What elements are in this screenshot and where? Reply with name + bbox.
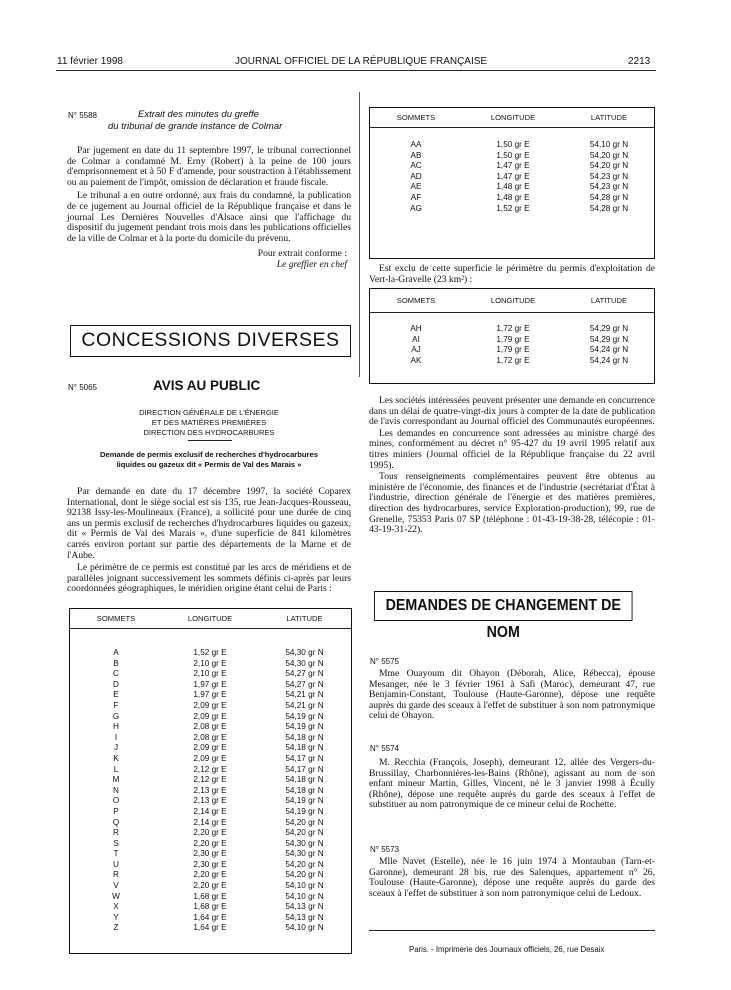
- table-row: [69, 839, 352, 850]
- sommet-cell: AE: [410, 182, 422, 192]
- longitude-cell: 1,47 gr E: [496, 161, 530, 171]
- latitude-cell: 54,13 gr N: [285, 912, 324, 922]
- sommet-cell: Q: [112, 817, 120, 827]
- latitude-cell: 54,10 gr N: [285, 891, 324, 901]
- table-row: [369, 161, 655, 172]
- header-title: JOURNAL OFFICIEL DE LA RÉPUBLIQUE FRANÇAISE: [235, 56, 488, 67]
- longitude-cell: 1,97 gr E: [193, 679, 227, 689]
- table-row: [369, 356, 655, 367]
- latitude-cell: 54,29 gr N: [589, 334, 629, 344]
- latitude-cell: 54,17 gr N: [285, 764, 324, 774]
- table-row: [369, 324, 655, 335]
- latitude-cell: 54,18 gr N: [285, 743, 324, 753]
- sommet-cell: A: [113, 648, 119, 657]
- latitude-cell: 54,18 gr N: [285, 732, 324, 742]
- table-row: [69, 754, 352, 765]
- header-rule: [56, 70, 656, 71]
- column-header-latitude: LATITUDE: [563, 107, 655, 128]
- sommet-cell: W: [112, 891, 120, 901]
- sommet-cell: G: [112, 711, 120, 721]
- longitude-cell: 2,30 gr E: [193, 849, 227, 859]
- table-row: [69, 659, 352, 670]
- longitude-cell: 2,08 gr E: [193, 722, 227, 732]
- sommet-cell: AD: [410, 171, 422, 181]
- table-row: [69, 796, 352, 807]
- sommet-cell: H: [113, 722, 119, 732]
- longitude-cell: 1,50 gr E: [496, 140, 530, 149]
- longitude-cell: 2,08 gr E: [193, 732, 227, 742]
- longitude-cell: 1,50 gr E: [496, 150, 530, 160]
- latitude-cell: 54,28 gr N: [589, 203, 629, 213]
- latitude-cell: 54,17 gr N: [285, 753, 324, 763]
- latitude-cell: 54,13 gr N: [285, 902, 324, 912]
- table-row: [69, 818, 352, 829]
- subject-line-2: liquides ou gazeux dit « Permis de Val des Marais »: [116, 460, 302, 469]
- table-row: [69, 648, 352, 659]
- latitude-cell: 54,20 gr N: [285, 859, 324, 869]
- table-row: [69, 828, 352, 839]
- column-header-sommets: SOMMETS: [369, 107, 463, 128]
- latitude-cell: 54,30 gr N: [285, 658, 324, 668]
- sommet-cell: I: [114, 732, 118, 742]
- org-line-2: ET DES MATIÈRES PREMIÈRES: [151, 417, 267, 427]
- notice-5574-text: M. Recchia (François, Joseph), demeurant 12, allée des Vergers-du-Brussillay, Charbonnières-les-Bains (Rhône), agissant au nom de son enfant mineur Martin, Gilles, Vincent, né le 3 janvier 1998 à Écully (Rhône), dépose une requête auprès du garde des sceaux à l'effet de substituer au nom patronymique de ce mineur celui de Rochette.: [369, 757, 655, 811]
- longitude-cell: 2,14 gr E: [193, 817, 227, 827]
- longitude-cell: 1,64 gr E: [193, 912, 227, 922]
- latitude-cell: 54,29 gr N: [589, 324, 629, 333]
- longitude-cell: 2,13 gr E: [193, 785, 227, 795]
- table-row: [69, 680, 352, 691]
- table-row: [369, 193, 655, 204]
- table-row: [369, 335, 655, 346]
- sommet-cell: U: [113, 859, 119, 869]
- table-row: [369, 172, 655, 183]
- table-row: [69, 765, 352, 776]
- mid-right-coordinates-table: [369, 288, 655, 366]
- header-date: 11 février 1998: [57, 56, 123, 67]
- section-concessions-diverses: CONCESSIONS DIVERSES: [70, 325, 351, 357]
- sommet-cell: AF: [410, 192, 422, 202]
- table-row: [69, 870, 352, 881]
- notice-5575-text: Mme Ouayoum dit Ohayon (Déborah, Alice, Rébecca), épouse Mesanger, née le 3 février 1961 à Safi (Maroc), demeurant 47, rue Benjamin-Constant, Toulouse (Haute-Garonne), dépose une requête auprès du garde des sceaux à l'effet de substituer à son nom patronymique celui de Ohayon.: [369, 668, 655, 722]
- table-row: [369, 140, 655, 151]
- main-coordinates-table: [69, 608, 352, 934]
- column-header-latitude: LATITUDE: [563, 288, 655, 313]
- latitude-cell: 54,10 gr N: [589, 140, 629, 149]
- longitude-cell: 1,48 gr E: [496, 192, 530, 202]
- latitude-cell: 54,27 gr N: [285, 669, 324, 679]
- sommet-cell: X: [113, 902, 119, 912]
- notice-5588-paragraph-1: Par jugement en date du 11 septembre 1997, le tribunal correctionnel de Colmar a condamné M. Erny (Robert) à la peine de 100 jours d'emprisonnement et à 50 F d'amende, pour soustraction à l'établissement ou au paiement de l'impôt, omission de déclaration et fraude fiscale.: [67, 145, 351, 188]
- notice-5588-sign-1: Pour extrait conforme :: [257, 248, 347, 260]
- latitude-cell: 54,21 gr N: [285, 690, 324, 700]
- longitude-cell: 2,20 gr E: [193, 828, 227, 838]
- table-row: [69, 807, 352, 818]
- longitude-cell: 2,13 gr E: [193, 796, 227, 806]
- table-row: [69, 902, 352, 913]
- right-paragraph-2: Les demandes en concurrence sont adressées au ministre chargé des mines, conformément au décret n° 95-427 du 19 avril 1995 relatif aux titres miniers (Journal officiel de la République française du 22 avril 1995).: [369, 427, 655, 471]
- latitude-cell: 54,19 gr N: [285, 711, 324, 721]
- notice-5065-number: N° 5065: [68, 383, 97, 392]
- longitude-cell: 1,48 gr E: [496, 182, 530, 192]
- latitude-cell: 54,10 gr N: [285, 923, 324, 933]
- sommet-cell: B: [113, 658, 119, 668]
- notice-5574-number: N° 5574: [370, 744, 399, 753]
- notice-5588-paragraph-2: Le tribunal a en outre ordonné, aux frais du condamné, la publication de ce jugement au Journal officiel de la République française et dans le journal Les Dernières Nouvelles d'Alsace ainsi que l'affichage du dispositif du jugement pendant trois mois dans les publications officielles de la ville de Colmar et à la porte du domicile du prévenu.: [67, 190, 351, 244]
- sommet-cell: Z: [113, 923, 119, 933]
- notice-5065-paragraph-1: Par demande en date du 17 décembre 1997, la société Coparex International, dont le siège social est sis 135, rue Jean-Jacques-Rousseau, 92138 Issy-les-Moulineaux (France), a sollicité pour une durée de cinq ans un permis exclusif de recherches d'hydrocarbures liquides ou gazeux, dit « Permis de Val des Marais », d'une superficie de 841 kilomètres carrés environ portant sur partie des départements de la Marne et de l'Aube.: [67, 486, 351, 561]
- sommet-cell: AB: [410, 150, 422, 160]
- notice-5573-number: N° 5573: [370, 845, 399, 854]
- longitude-cell: 2,09 gr E: [193, 753, 227, 763]
- notice-5065-paragraph-2: Le périmètre de ce permis est constitué par les arcs de méridiens et de parallèles joignant successivement les sommets définis ci-après par leurs coordonnées géographiques, le méridien origine étant celui de Paris :: [67, 562, 351, 595]
- latitude-cell: 54,30 gr N: [285, 648, 324, 657]
- table-row: [69, 712, 352, 723]
- longitude-cell: 1,68 gr E: [193, 902, 227, 912]
- table-row: [369, 345, 655, 356]
- latitude-cell: 54,19 gr N: [285, 722, 324, 732]
- top-right-coordinates-table: [369, 107, 655, 214]
- longitude-cell: 1,68 gr E: [193, 891, 227, 901]
- latitude-cell: 54,30 gr N: [285, 849, 324, 859]
- longitude-cell: 2,12 gr E: [193, 764, 227, 774]
- sommet-cell: AK: [410, 355, 422, 365]
- sommet-cell: P: [113, 806, 119, 816]
- latitude-cell: 54,20 gr N: [285, 870, 324, 880]
- right-paragraph-1: Les sociétés intéressées peuvent présenter une demande en concurrence dans un délai de quatre-vingt-dix jours à compter de la date de publication de l'avis correspondant au Journal officiel des Communautés européennes.: [369, 395, 655, 428]
- latitude-cell: 54,19 gr N: [285, 806, 324, 816]
- latitude-cell: 54,23 gr N: [589, 171, 629, 181]
- table-row: [69, 733, 352, 744]
- longitude-cell: 2,20 gr E: [193, 881, 227, 891]
- longitude-cell: 1,97 gr E: [193, 690, 227, 700]
- excluded-perimeter-text: Est exclu de cette superficie le périmètre du permis d'exploitation de Vert-la-Gravelle (23 km²) :: [369, 263, 655, 285]
- column-header-sommets: SOMMETS: [369, 288, 463, 313]
- latitude-cell: 54,30 gr N: [285, 838, 324, 848]
- header-page: 2213: [628, 56, 651, 67]
- latitude-cell: 54,27 gr N: [285, 679, 324, 689]
- longitude-cell: 2,14 gr E: [193, 806, 227, 816]
- latitude-cell: 54,18 gr N: [285, 785, 324, 795]
- sommet-cell: J: [113, 743, 119, 753]
- column-header-latitude: LATITUDE: [257, 608, 352, 629]
- right-paragraph-3: Tous renseignements complémentaires peuvent être obtenus au ministère de l'économie, des finances et de l'industrie (secrétariat d'État à l'industrie, direction générale de l'énergie et des matières premières, direction des hydrocarbures, service Exploration-production), 99, rue de Grenelle, 75353 Paris 07 SP (téléphone : 01-43-19-38-28, télécopie : 01-43-19-31-22).: [369, 471, 655, 536]
- latitude-cell: 54,10 gr N: [285, 881, 324, 891]
- notice-5575-number: N° 5575: [370, 657, 399, 666]
- longitude-cell: 1,72 gr E: [496, 324, 530, 333]
- sommet-cell: N: [113, 785, 119, 795]
- latitude-cell: 54,20 gr N: [285, 828, 324, 838]
- footer-printer: Paris. - Imprimerie des Journaux officiels, 26, rue Desaix: [409, 945, 605, 954]
- org-line-3: DIRECTION DES HYDROCARBURES: [143, 427, 275, 437]
- org-line-1: DIRECTION GÉNÉRALE DE L'ÉNERGIE: [139, 408, 279, 417]
- sommet-cell: O: [112, 796, 120, 806]
- table-row: [69, 775, 352, 786]
- column-divider: [359, 92, 360, 377]
- sommet-cell: AH: [410, 324, 422, 333]
- longitude-cell: 2,30 gr E: [193, 859, 227, 869]
- sommet-cell: D: [113, 679, 119, 689]
- longitude-cell: 2,20 gr E: [193, 838, 227, 848]
- table-row: [369, 182, 655, 193]
- latitude-cell: 54,23 gr N: [589, 182, 629, 192]
- notice-5573-text: Mlle Navet (Estelle), née le 16 juin 1974 à Montauban (Tarn-et-Garonne), demeurant 28 bis, rue des Salenques, appartement n° 26, Toulouse (Haute-Garonne), dépose une requête auprès du garde des sceaux à l'effet de substituer à son nom patronymique celui de Ledoux.: [369, 856, 655, 899]
- sommet-cell: S: [113, 838, 119, 848]
- longitude-cell: 1,79 gr E: [496, 345, 530, 355]
- sommet-cell: E: [113, 690, 119, 700]
- longitude-cell: 2,10 gr E: [193, 658, 227, 668]
- table-row: [69, 881, 352, 892]
- longitude-cell: 1,47 gr E: [496, 171, 530, 181]
- longitude-cell: 1,79 gr E: [496, 334, 530, 344]
- table-row: [69, 849, 352, 860]
- latitude-cell: 54,21 gr N: [285, 700, 324, 710]
- sommet-cell: F: [113, 700, 119, 710]
- table-row: [69, 669, 352, 680]
- column-header-longitude: LONGITUDE: [463, 107, 563, 128]
- sommet-cell: R: [113, 828, 119, 838]
- longitude-cell: 1,72 gr E: [496, 355, 530, 365]
- sommet-cell: AJ: [411, 345, 421, 355]
- sommet-cell: L: [113, 764, 119, 774]
- subject-line-1: Demande de permis exclusif de recherches d'hydrocarbures: [100, 450, 318, 459]
- footer-rule: [369, 930, 655, 931]
- latitude-cell: 54,24 gr N: [589, 345, 629, 355]
- table-row: [69, 701, 352, 712]
- notice-5065-title: AVIS AU PUBLIC: [153, 378, 261, 393]
- longitude-cell: 1,52 gr E: [193, 648, 227, 657]
- longitude-cell: 2,12 gr E: [193, 775, 227, 785]
- notice-5588-title-2: du tribunal de grande instance de Colmar: [108, 121, 283, 132]
- table-row: [369, 151, 655, 162]
- sommet-cell: AI: [412, 334, 420, 344]
- sommet-cell: AA: [410, 140, 422, 149]
- latitude-cell: 54,24 gr N: [589, 355, 629, 365]
- latitude-cell: 54,28 gr N: [589, 192, 629, 202]
- sommet-cell: AG: [410, 203, 422, 213]
- sommet-cell: M: [112, 775, 120, 785]
- longitude-cell: 2,09 gr E: [193, 700, 227, 710]
- sommet-cell: C: [113, 669, 119, 679]
- sommet-cell: K: [113, 753, 119, 763]
- longitude-cell: 2,09 gr E: [193, 711, 227, 721]
- column-header-sommets: SOMMETS: [69, 608, 163, 629]
- table-row: [69, 786, 352, 797]
- table-row: [69, 690, 352, 701]
- latitude-cell: 54,20 gr N: [589, 150, 629, 160]
- table-row: [69, 913, 352, 924]
- longitude-cell: 1,52 gr E: [496, 203, 530, 213]
- sommet-cell: T: [113, 849, 119, 859]
- latitude-cell: 54,19 gr N: [285, 796, 324, 806]
- table-row: [69, 860, 352, 871]
- longitude-cell: 2,10 gr E: [193, 669, 227, 679]
- sommet-cell: AC: [410, 161, 422, 171]
- notice-5588-title-1: Extrait des minutes du greffe: [138, 109, 259, 120]
- separator-rule: [188, 440, 232, 441]
- latitude-cell: 54,20 gr N: [589, 161, 629, 171]
- column-header-longitude: LONGITUDE: [163, 608, 257, 629]
- table-row: [69, 923, 352, 934]
- column-header-longitude: LONGITUDE: [463, 288, 563, 313]
- sommet-cell: V: [113, 881, 119, 891]
- table-row: [69, 722, 352, 733]
- table-row: [69, 743, 352, 754]
- sommet-cell: Y: [113, 912, 119, 922]
- table-row: [69, 892, 352, 903]
- latitude-cell: 54,20 gr N: [285, 817, 324, 827]
- notice-5588-sign-2: Le greffier en chef: [276, 259, 347, 271]
- longitude-cell: 1,64 gr E: [193, 923, 227, 933]
- sommet-cell: R: [113, 870, 119, 880]
- section-demandes-changement-nom: DEMANDES DE CHANGEMENT DE NOM: [374, 591, 633, 621]
- longitude-cell: 2,09 gr E: [193, 743, 227, 753]
- notice-5588-number: N° 5588: [68, 111, 97, 120]
- table-row: [369, 204, 655, 215]
- latitude-cell: 54,18 gr N: [285, 775, 324, 785]
- longitude-cell: 2,20 gr E: [193, 870, 227, 880]
